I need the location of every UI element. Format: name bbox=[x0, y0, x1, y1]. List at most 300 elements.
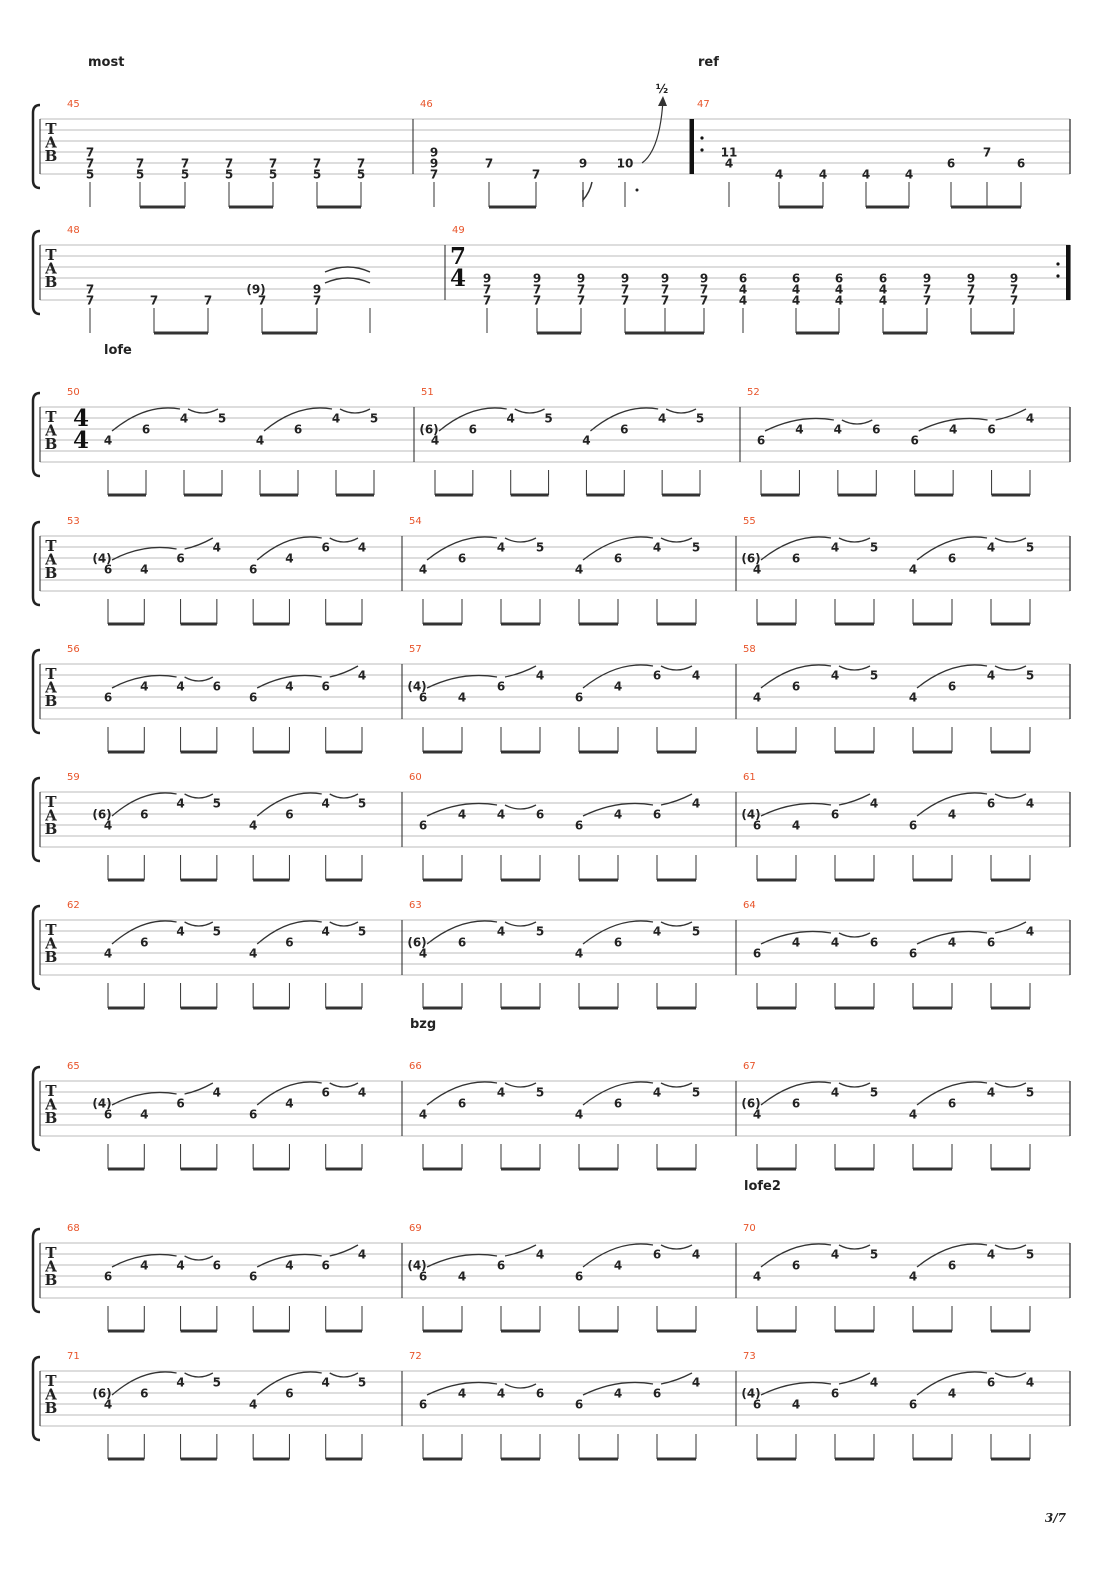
fret-number: 4 bbox=[908, 690, 918, 705]
fret-number: 4 bbox=[861, 167, 871, 182]
measure-number: 66 bbox=[409, 1061, 422, 1072]
fret-number: 4 bbox=[140, 1107, 149, 1122]
measure bbox=[741, 772, 1034, 880]
fret-number: 6 bbox=[652, 807, 662, 822]
measure-number: 53 bbox=[67, 516, 80, 527]
slur bbox=[666, 409, 696, 413]
fret-number: 4 bbox=[752, 562, 762, 577]
fret-number: 4 bbox=[418, 562, 428, 577]
tab-clef-letter: A bbox=[45, 259, 57, 278]
measure-number: 55 bbox=[743, 516, 756, 527]
fret-number: 9 bbox=[699, 271, 709, 286]
slur bbox=[995, 1245, 1026, 1249]
fret-number: 7 bbox=[312, 293, 322, 308]
tab-clef-letter: B bbox=[44, 1399, 58, 1417]
slur bbox=[995, 794, 1026, 798]
fret-number: 6 bbox=[986, 796, 996, 811]
fret-number: 5 bbox=[695, 411, 705, 426]
fret-number: 6 bbox=[212, 679, 222, 694]
fret-number: 6 bbox=[620, 422, 629, 437]
fret-number: 6 bbox=[285, 935, 294, 950]
fret-number: 6 bbox=[652, 1386, 662, 1401]
fret-number: 4 bbox=[613, 807, 623, 822]
fret-number: 6 bbox=[496, 679, 506, 694]
fret-number: 6 bbox=[285, 807, 294, 822]
fret-number: 4 bbox=[908, 1107, 918, 1122]
slur bbox=[995, 538, 1026, 542]
fret-number: 6 bbox=[652, 1247, 662, 1262]
fret-number: 6 bbox=[830, 807, 840, 822]
slur bbox=[839, 1245, 870, 1249]
tab-clef-letter: A bbox=[45, 934, 57, 953]
fret-number: 4 bbox=[582, 433, 591, 448]
fret-number: 7 bbox=[224, 156, 234, 171]
fret-number: 5 bbox=[212, 1375, 222, 1390]
fret-number: 6 bbox=[418, 690, 428, 705]
fret-number: 6 bbox=[791, 551, 801, 566]
fret-number: 9 bbox=[429, 156, 439, 171]
fret-number: 4 bbox=[176, 924, 185, 939]
fret-number: 4 bbox=[878, 293, 888, 308]
fret-number: 6 bbox=[910, 433, 919, 448]
fret-number: 4 bbox=[430, 433, 440, 448]
fret-number: 4 bbox=[496, 924, 506, 939]
fret-number: 4 bbox=[791, 293, 801, 308]
fret-number: 4 bbox=[791, 818, 801, 833]
fret-number: (6) bbox=[92, 1386, 112, 1401]
fret-number: 4 bbox=[834, 282, 844, 297]
fret-number: 9 bbox=[312, 282, 322, 297]
fret-number: 4 bbox=[738, 282, 748, 297]
fret-number: 4 bbox=[331, 411, 341, 426]
slur bbox=[185, 677, 213, 681]
slur bbox=[995, 1083, 1026, 1087]
fret-number: 7 bbox=[482, 293, 492, 308]
fret-number: 7 bbox=[620, 282, 630, 297]
measure bbox=[419, 387, 704, 495]
fret-number: 5 bbox=[357, 1375, 367, 1390]
fret-number: 4 bbox=[869, 1375, 879, 1390]
measure bbox=[67, 1061, 366, 1169]
fret-number: 6 bbox=[756, 433, 766, 448]
slur bbox=[330, 794, 358, 798]
fret-number: 5 bbox=[180, 167, 190, 182]
fret-number: 4 bbox=[179, 411, 189, 426]
fret-number: 6 bbox=[212, 1258, 222, 1273]
time-signature-top: 4 bbox=[72, 405, 90, 432]
fret-number: 7 bbox=[699, 293, 709, 308]
fret-number: 4 bbox=[878, 282, 888, 297]
fret-number: 6 bbox=[752, 1397, 762, 1412]
tab-clef-letter: T bbox=[45, 793, 57, 811]
fret-number: (4) bbox=[92, 551, 112, 566]
fret-number: 4 bbox=[496, 1085, 506, 1100]
system-bracket bbox=[33, 1229, 40, 1312]
staccato-dot bbox=[636, 189, 639, 192]
measure bbox=[67, 1351, 366, 1459]
fret-number: 4 bbox=[103, 433, 113, 448]
tab-clef-letter: A bbox=[45, 678, 57, 697]
fret-number: 9 bbox=[429, 145, 439, 160]
fret-number: 7 bbox=[660, 293, 670, 308]
measure-number: 69 bbox=[409, 1223, 422, 1234]
fret-number: 7 bbox=[85, 145, 95, 160]
tab-system bbox=[33, 1351, 1070, 1459]
page-number: 3/7 bbox=[1044, 1511, 1066, 1525]
fret-number: 5 bbox=[535, 924, 545, 939]
measure-number: 50 bbox=[67, 387, 80, 398]
fret-number: 9 bbox=[482, 271, 492, 286]
tab-clef-letter: T bbox=[45, 246, 57, 264]
fret-number: 6 bbox=[176, 1096, 185, 1111]
slur bbox=[330, 1373, 358, 1377]
measure bbox=[409, 1017, 700, 1169]
measure-number: 73 bbox=[743, 1351, 756, 1362]
system-bracket bbox=[33, 1357, 40, 1440]
fret-number: 4 bbox=[830, 935, 840, 950]
slur bbox=[661, 922, 692, 926]
fret-number: 4 bbox=[691, 668, 701, 683]
fret-number: 5 bbox=[535, 540, 545, 555]
tab-clef-letter: B bbox=[44, 435, 58, 453]
fret-number: 6 bbox=[321, 540, 330, 555]
fret-number: 6 bbox=[830, 1386, 840, 1401]
fret-number: 4 bbox=[652, 924, 662, 939]
slur bbox=[330, 1083, 358, 1087]
fret-number: (4) bbox=[407, 1258, 427, 1273]
fret-number: 4 bbox=[176, 679, 185, 694]
slur bbox=[661, 1083, 692, 1087]
fret-number: 4 bbox=[212, 540, 222, 555]
fret-number: 6 bbox=[103, 1107, 113, 1122]
fret-number: 7 bbox=[257, 293, 267, 308]
tab-clef-letter: T bbox=[45, 1372, 57, 1390]
fret-number: 6 bbox=[574, 818, 584, 833]
fret-number: 6 bbox=[947, 1096, 957, 1111]
measure bbox=[450, 225, 1018, 333]
measure-number: 58 bbox=[743, 644, 756, 655]
tab-clef-letter: T bbox=[45, 665, 57, 683]
fret-number: 5 bbox=[1025, 540, 1035, 555]
fret-number: 5 bbox=[1025, 1247, 1035, 1262]
fret-number: 6 bbox=[418, 1397, 428, 1412]
measure bbox=[743, 644, 1034, 752]
fret-number: 4 bbox=[752, 1107, 762, 1122]
measure-number: 63 bbox=[409, 900, 422, 911]
fret-number: 4 bbox=[357, 1085, 367, 1100]
fret-number: 4 bbox=[834, 293, 844, 308]
fret-number: 4 bbox=[285, 679, 294, 694]
slur bbox=[185, 1373, 213, 1377]
tab-clef-letter: T bbox=[45, 1082, 57, 1100]
measure-number: 46 bbox=[420, 99, 433, 110]
system-bracket bbox=[33, 778, 40, 861]
measure bbox=[420, 99, 633, 207]
measure bbox=[67, 225, 321, 333]
fret-number: 4 bbox=[947, 807, 957, 822]
tab-system bbox=[33, 644, 1070, 752]
time-signature-bottom: 4 bbox=[449, 265, 467, 292]
fret-number: 6 bbox=[834, 271, 844, 286]
fret-number: 6 bbox=[908, 1397, 918, 1412]
fret-number: 4 bbox=[613, 1258, 623, 1273]
measure bbox=[747, 387, 1034, 495]
tab-clef-letter: B bbox=[44, 820, 58, 838]
fret-number: (4) bbox=[741, 1386, 761, 1401]
fret-number: 5 bbox=[85, 167, 95, 182]
slur bbox=[340, 409, 370, 413]
tab-clef-letter: B bbox=[44, 692, 58, 710]
fret-number: 4 bbox=[830, 1085, 840, 1100]
slur bbox=[185, 1256, 213, 1260]
fret-number: 6 bbox=[285, 1386, 294, 1401]
slur bbox=[842, 420, 872, 424]
fret-number: 6 bbox=[791, 271, 801, 286]
measure-number: 60 bbox=[409, 772, 422, 783]
fret-number: 4 bbox=[818, 167, 828, 182]
fret-number: 6 bbox=[574, 1397, 584, 1412]
slur bbox=[839, 538, 870, 542]
measure bbox=[697, 55, 1025, 207]
measure-number: 47 bbox=[697, 99, 710, 110]
fret-number: 4 bbox=[535, 1247, 545, 1262]
repeat-dot bbox=[1056, 274, 1059, 277]
tab-clef-letter: A bbox=[45, 1385, 57, 1404]
fret-number: 4 bbox=[212, 1085, 222, 1100]
slur bbox=[995, 1373, 1026, 1377]
tab-clef-letter: B bbox=[44, 1271, 58, 1289]
measure-number: 45 bbox=[67, 99, 80, 110]
fret-number: 5 bbox=[691, 1085, 701, 1100]
fret-number: 6 bbox=[140, 1386, 149, 1401]
measure-number: 68 bbox=[67, 1223, 80, 1234]
fret-number: 11 bbox=[720, 145, 738, 160]
fret-number: 5 bbox=[135, 167, 145, 182]
fret-number: 6 bbox=[872, 422, 881, 437]
fret-number: 4 bbox=[103, 1397, 113, 1412]
tab-clef-letter: B bbox=[44, 147, 58, 165]
fret-number: 4 bbox=[285, 551, 294, 566]
slur bbox=[839, 933, 870, 937]
fret-number: 6 bbox=[140, 807, 149, 822]
repeat-dot bbox=[700, 148, 703, 151]
fret-number: 4 bbox=[830, 1247, 840, 1262]
fret-number: 4 bbox=[574, 1107, 584, 1122]
slur bbox=[515, 409, 545, 413]
fret-number: 5 bbox=[312, 167, 322, 182]
fret-number: 4 bbox=[457, 690, 467, 705]
fret-number: 4 bbox=[321, 1375, 330, 1390]
fret-number: 4 bbox=[724, 156, 734, 171]
fret-number: 4 bbox=[1025, 411, 1035, 426]
fret-number: 7 bbox=[85, 282, 95, 297]
fret-number: 7 bbox=[135, 156, 145, 171]
measure bbox=[407, 900, 700, 1008]
fret-number: 6 bbox=[141, 422, 151, 437]
fret-number: 4 bbox=[1025, 796, 1035, 811]
system-bracket bbox=[33, 393, 40, 476]
fret-number: 4 bbox=[457, 807, 467, 822]
slur bbox=[505, 1083, 536, 1087]
slur bbox=[188, 409, 218, 413]
fret-number: 4 bbox=[908, 562, 918, 577]
section-label: lofe bbox=[104, 343, 132, 358]
fret-number: 5 bbox=[268, 167, 278, 182]
tab-clef-letter: T bbox=[45, 120, 57, 138]
measure-number: 48 bbox=[67, 225, 80, 236]
fret-number: 4 bbox=[908, 1269, 918, 1284]
fret-number: 9 bbox=[1009, 271, 1019, 286]
system-bracket bbox=[33, 231, 40, 314]
fret-number: 4 bbox=[176, 796, 185, 811]
repeat-start-thick bbox=[690, 119, 694, 174]
section-label: ref bbox=[698, 55, 719, 70]
fret-number: 4 bbox=[248, 946, 258, 961]
fret-number: 5 bbox=[1025, 1085, 1035, 1100]
fret-number: 6 bbox=[468, 422, 478, 437]
measure bbox=[67, 644, 366, 752]
slur bbox=[995, 666, 1026, 670]
fret-number: 7 bbox=[531, 167, 541, 182]
fret-number: 5 bbox=[1025, 668, 1035, 683]
fret-number: 6 bbox=[103, 562, 113, 577]
tab-clef-letter: T bbox=[45, 537, 57, 555]
fret-number: 6 bbox=[613, 551, 623, 566]
fret-number: 6 bbox=[908, 818, 918, 833]
fret-number: 9 bbox=[576, 271, 586, 286]
measure-number: 59 bbox=[67, 772, 80, 783]
fret-number: 4 bbox=[357, 668, 367, 683]
tab-system bbox=[33, 1179, 1070, 1331]
fret-number: 5 bbox=[869, 668, 879, 683]
fret-number: 6 bbox=[791, 1258, 801, 1273]
fret-number: 5 bbox=[356, 167, 366, 182]
measure bbox=[67, 343, 378, 495]
fret-number: 7 bbox=[85, 156, 95, 171]
fret-number: 7 bbox=[966, 293, 976, 308]
fret-number: 7 bbox=[966, 282, 976, 297]
fret-number: 6 bbox=[869, 935, 879, 950]
fret-number: 7 bbox=[699, 282, 709, 297]
measure bbox=[743, 1179, 1034, 1331]
fret-number: (6) bbox=[419, 422, 439, 437]
measure bbox=[409, 516, 700, 624]
fret-number: 4 bbox=[255, 433, 265, 448]
fret-number: 9 bbox=[966, 271, 976, 286]
section-label: bzg bbox=[410, 1017, 437, 1032]
fret-number: 6 bbox=[140, 935, 149, 950]
fret-number: 6 bbox=[908, 946, 918, 961]
tab-clef-letter: B bbox=[44, 948, 58, 966]
fret-number: 6 bbox=[752, 946, 762, 961]
fret-number: 6 bbox=[613, 1096, 623, 1111]
fret-number: 6 bbox=[652, 668, 662, 683]
fret-number: 4 bbox=[574, 562, 584, 577]
fret-number: 4 bbox=[830, 540, 840, 555]
section-label: most bbox=[88, 55, 125, 70]
system-bracket bbox=[33, 650, 40, 733]
fret-number: 5 bbox=[212, 924, 222, 939]
fret-number: 6 bbox=[535, 1386, 545, 1401]
fret-number: 7 bbox=[356, 156, 366, 171]
fret-number: (4) bbox=[92, 1096, 112, 1111]
fret-number: 7 bbox=[922, 293, 932, 308]
measure bbox=[67, 1223, 366, 1331]
fret-number: 4 bbox=[986, 1085, 996, 1100]
fret-number: 6 bbox=[1016, 156, 1026, 171]
system-bracket bbox=[33, 105, 40, 188]
slur bbox=[505, 538, 536, 542]
tab-clef-letter: T bbox=[45, 1244, 57, 1262]
time-signature-top: 7 bbox=[449, 243, 467, 270]
repeat-dot bbox=[700, 136, 703, 139]
measure bbox=[409, 772, 700, 880]
fret-number: 4 bbox=[791, 935, 801, 950]
fret-number: 6 bbox=[947, 1258, 957, 1273]
fret-number: 4 bbox=[457, 1269, 467, 1284]
fret-number: 4 bbox=[948, 422, 958, 437]
fret-number: 4 bbox=[691, 1247, 701, 1262]
fret-number: 9 bbox=[578, 156, 588, 171]
tab-clef-letter: A bbox=[45, 806, 57, 825]
fret-number: 5 bbox=[535, 1085, 545, 1100]
fret-number: 6 bbox=[574, 1269, 584, 1284]
fret-number: 4 bbox=[248, 818, 258, 833]
slur bbox=[505, 805, 536, 809]
fret-number: 4 bbox=[774, 167, 784, 182]
fret-number: (6) bbox=[741, 551, 761, 566]
fret-number: 6 bbox=[878, 271, 888, 286]
slur bbox=[505, 1384, 536, 1388]
fret-number: 4 bbox=[496, 540, 506, 555]
fret-number: 6 bbox=[248, 690, 258, 705]
slur bbox=[661, 666, 692, 670]
fret-number: 7 bbox=[982, 145, 992, 160]
tab-clef-letter: A bbox=[45, 133, 57, 152]
fret-number: 4 bbox=[496, 807, 506, 822]
system-bracket bbox=[33, 1067, 40, 1150]
note-flag bbox=[583, 182, 592, 200]
tab-clef-letter: T bbox=[45, 921, 57, 939]
measure-number: 71 bbox=[67, 1351, 80, 1362]
fret-number: 6 bbox=[535, 807, 545, 822]
tab-clef-letter: A bbox=[45, 550, 57, 569]
tab-system bbox=[33, 55, 1070, 207]
measure-number: 56 bbox=[67, 644, 80, 655]
measure-number: 57 bbox=[409, 644, 422, 655]
fret-number: 4 bbox=[652, 1085, 662, 1100]
fret-number: 4 bbox=[691, 1375, 701, 1390]
fret-number: 9 bbox=[532, 271, 542, 286]
fret-number: 4 bbox=[613, 1386, 623, 1401]
fret-number: 6 bbox=[248, 1107, 258, 1122]
fret-number: 4 bbox=[986, 668, 996, 683]
fret-number: 7 bbox=[1009, 293, 1019, 308]
fret-number: 7 bbox=[203, 293, 213, 308]
fret-number: 6 bbox=[321, 679, 330, 694]
fret-number: 4 bbox=[506, 411, 515, 426]
fret-number: (6) bbox=[407, 935, 427, 950]
fret-number: 10 bbox=[616, 156, 634, 171]
measure-number: 72 bbox=[409, 1351, 422, 1362]
measure-number: 61 bbox=[743, 772, 756, 783]
fret-number: 6 bbox=[103, 690, 113, 705]
measure-number: 54 bbox=[409, 516, 422, 527]
slur bbox=[661, 1245, 692, 1249]
tab-system bbox=[33, 225, 1070, 333]
tab-clef-letter: T bbox=[45, 408, 57, 426]
fret-number: 4 bbox=[457, 1386, 467, 1401]
